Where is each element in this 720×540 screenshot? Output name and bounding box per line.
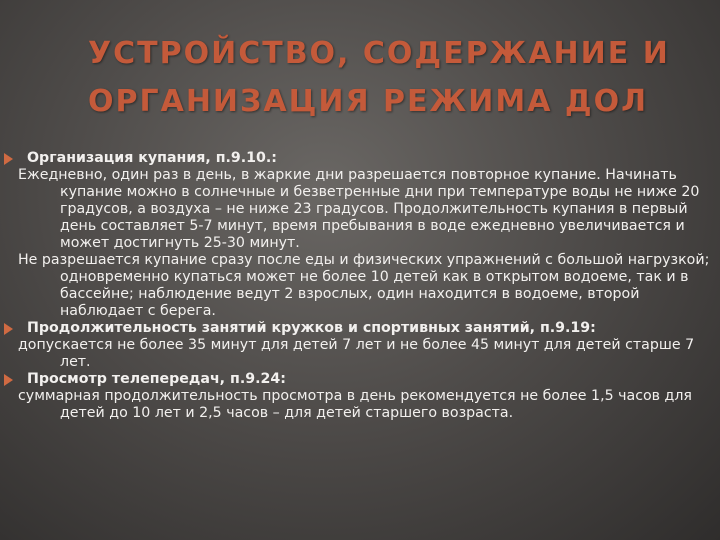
- slide-title-line-2: ОРГАНИЗАЦИЯ РЕЖИМА ДОЛ: [88, 84, 649, 119]
- section-heading-clubs: [4, 320, 710, 337]
- paragraph-swimming-restrictions: Не разрешается купание сразу после еды и физических упражнений с большой нагрузкой; одновременно купаться может не более 10 детей как в открытом водоеме, так и в бассейне; наблюдение ведут 2 взрослых, один находится в водоеме, второй наблюдает с берега.: [18, 252, 710, 319]
- bullet-arrow-icon: [4, 323, 13, 335]
- paragraph-swimming-schedule: Ежедневно, один раз в день, в жаркие дни разрешается повторное купание. Начинать купание можно в солнечные и безветренные дни при температуре воды не ниже 20 градусов, а воздуха – не ниже 23 градусов. Продолжительность купания в первый день составляет 5-7 минут, время пребывания в воде ежедневно увеличивается и может достигнуть 25-30 минут.: [18, 167, 700, 251]
- section-heading-text: Просмотр телепередач, п.9.24:: [27, 371, 286, 387]
- paragraph-clubs-duration: допускается не более 35 минут для детей 7 лет и не более 45 минут для детей старше 7 лет.: [18, 337, 695, 370]
- bullet-arrow-icon: [4, 153, 13, 165]
- paragraph-tv-duration: суммарная продолжительность просмотра в день рекомендуется не более 1,5 часов для детей до 10 лет и 2,5 часов – для детей старшего возраста.: [18, 388, 692, 421]
- section-heading-text: Продолжительность занятий кружков и спортивных занятий, п.9.19:: [27, 320, 596, 336]
- slide-title-line-1: УСТРОЙСТВО, СОДЕРЖАНИЕ И: [88, 36, 670, 71]
- section-heading-text: Организация купания, п.9.10.:: [27, 150, 277, 166]
- section-heading-tv: [4, 371, 710, 388]
- slide-content: [18, 150, 710, 422]
- slide-title: [88, 30, 688, 126]
- bullet-arrow-icon: [4, 374, 13, 386]
- section-heading-swimming: [4, 150, 710, 167]
